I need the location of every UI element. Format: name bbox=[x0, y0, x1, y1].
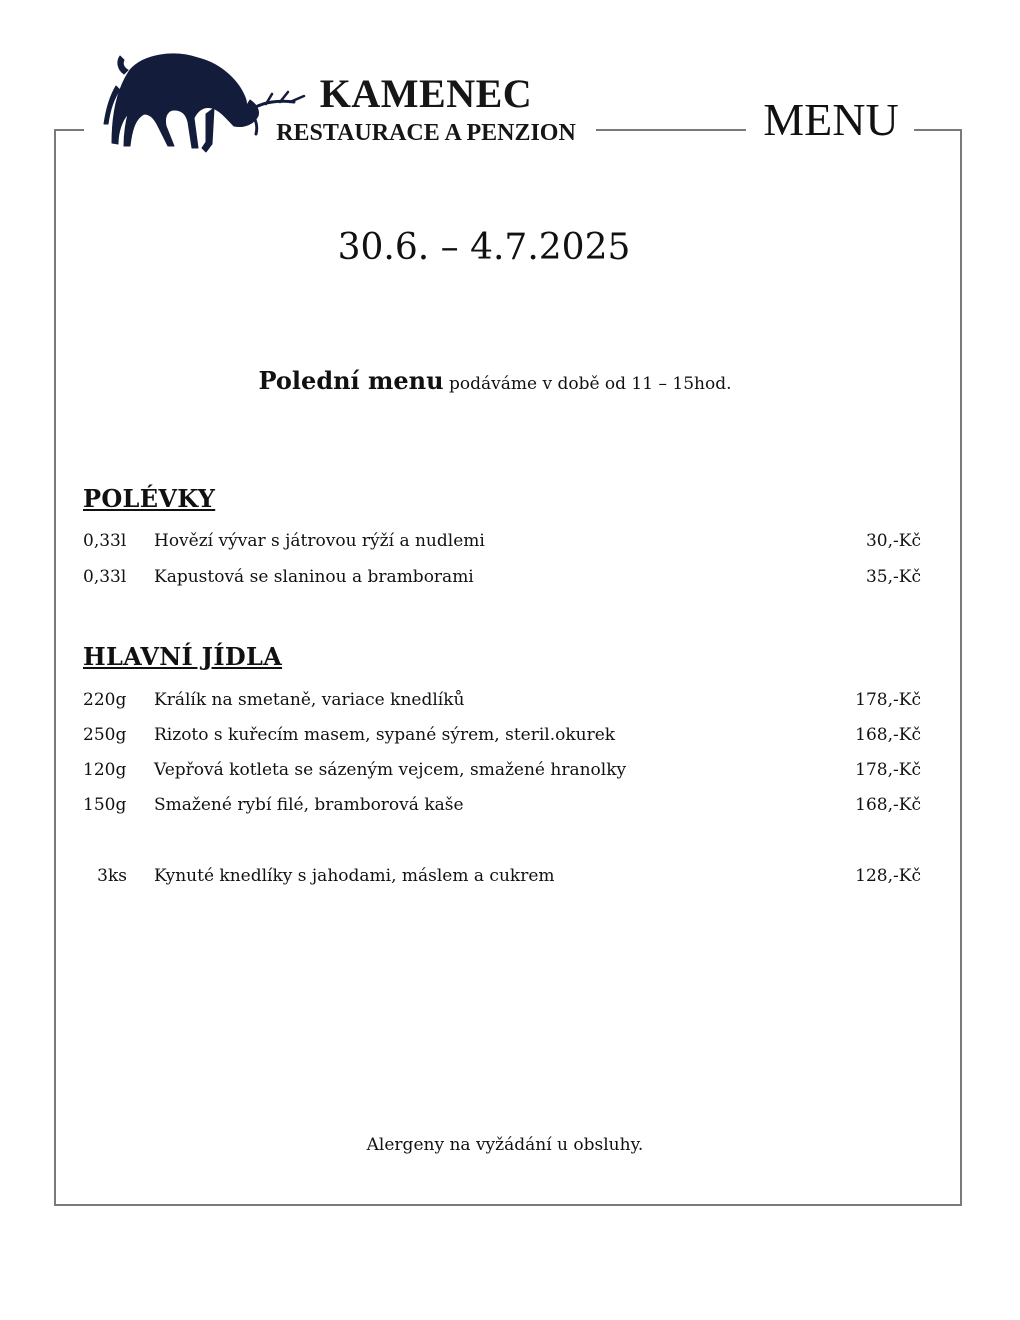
menu-item-row bbox=[83, 563, 921, 591]
menu-item-row bbox=[83, 686, 921, 714]
item-quantity: 150g bbox=[83, 795, 127, 815]
item-quantity: 120g bbox=[83, 760, 127, 780]
item-name: Vepřová kotleta se sázeným vejcem, smažené hranolky bbox=[154, 760, 627, 780]
menu-title: MENU bbox=[763, 94, 899, 145]
restaurant-subtitle: RESTAURACE A PENZION bbox=[276, 120, 576, 146]
menu-item-row bbox=[83, 527, 921, 555]
menu-item-row bbox=[83, 862, 921, 890]
item-price: 168,-Kč bbox=[855, 725, 921, 745]
item-quantity: 250g bbox=[83, 725, 127, 745]
item-quantity: 3ks bbox=[97, 866, 127, 886]
item-price: 30,-Kč bbox=[865, 531, 921, 551]
item-quantity: 220g bbox=[83, 690, 127, 710]
item-name: Kynuté knedlíky s jahodami, máslem a cukrem bbox=[154, 866, 555, 886]
item-name: Kapustová se slaninou a bramborami bbox=[154, 567, 474, 587]
date-range: 30.6. – 4.7.2025 bbox=[337, 227, 631, 268]
lunch-menu-line bbox=[100, 364, 890, 401]
item-price: 178,-Kč bbox=[855, 690, 921, 710]
item-quantity: 0,33l bbox=[83, 531, 127, 551]
soups-heading: POLÉVKY bbox=[83, 484, 216, 513]
menu-item-row bbox=[83, 791, 921, 819]
menu-item-row bbox=[83, 756, 921, 784]
main-dishes-heading: HLAVNÍ JÍDLA bbox=[83, 642, 283, 671]
item-price: 128,-Kč bbox=[855, 866, 921, 886]
item-price: 168,-Kč bbox=[855, 795, 921, 815]
item-price: 35,-Kč bbox=[865, 567, 921, 587]
item-name: Králík na smetaně, variace knedlíků bbox=[154, 690, 465, 710]
item-quantity: 0,33l bbox=[83, 567, 127, 587]
item-name: Hovězí vývar s játrovou rýží a nudlemi bbox=[154, 531, 485, 551]
restaurant-name: KAMENEC bbox=[319, 71, 533, 116]
lunch-menu-label: Polední menu bbox=[258, 366, 444, 395]
allergen-note: Alergeny na vyžádání u obsluhy. bbox=[366, 1135, 644, 1155]
item-name: Smažené rybí filé, bramborová kaše bbox=[154, 795, 464, 815]
item-name: Rizoto s kuřecím masem, sypané sýrem, steril.okurek bbox=[154, 725, 616, 745]
item-price: 178,-Kč bbox=[855, 760, 921, 780]
menu-item-row bbox=[83, 721, 921, 749]
lunch-menu-hours: podáváme v době od 11 – 15hod. bbox=[443, 374, 732, 394]
